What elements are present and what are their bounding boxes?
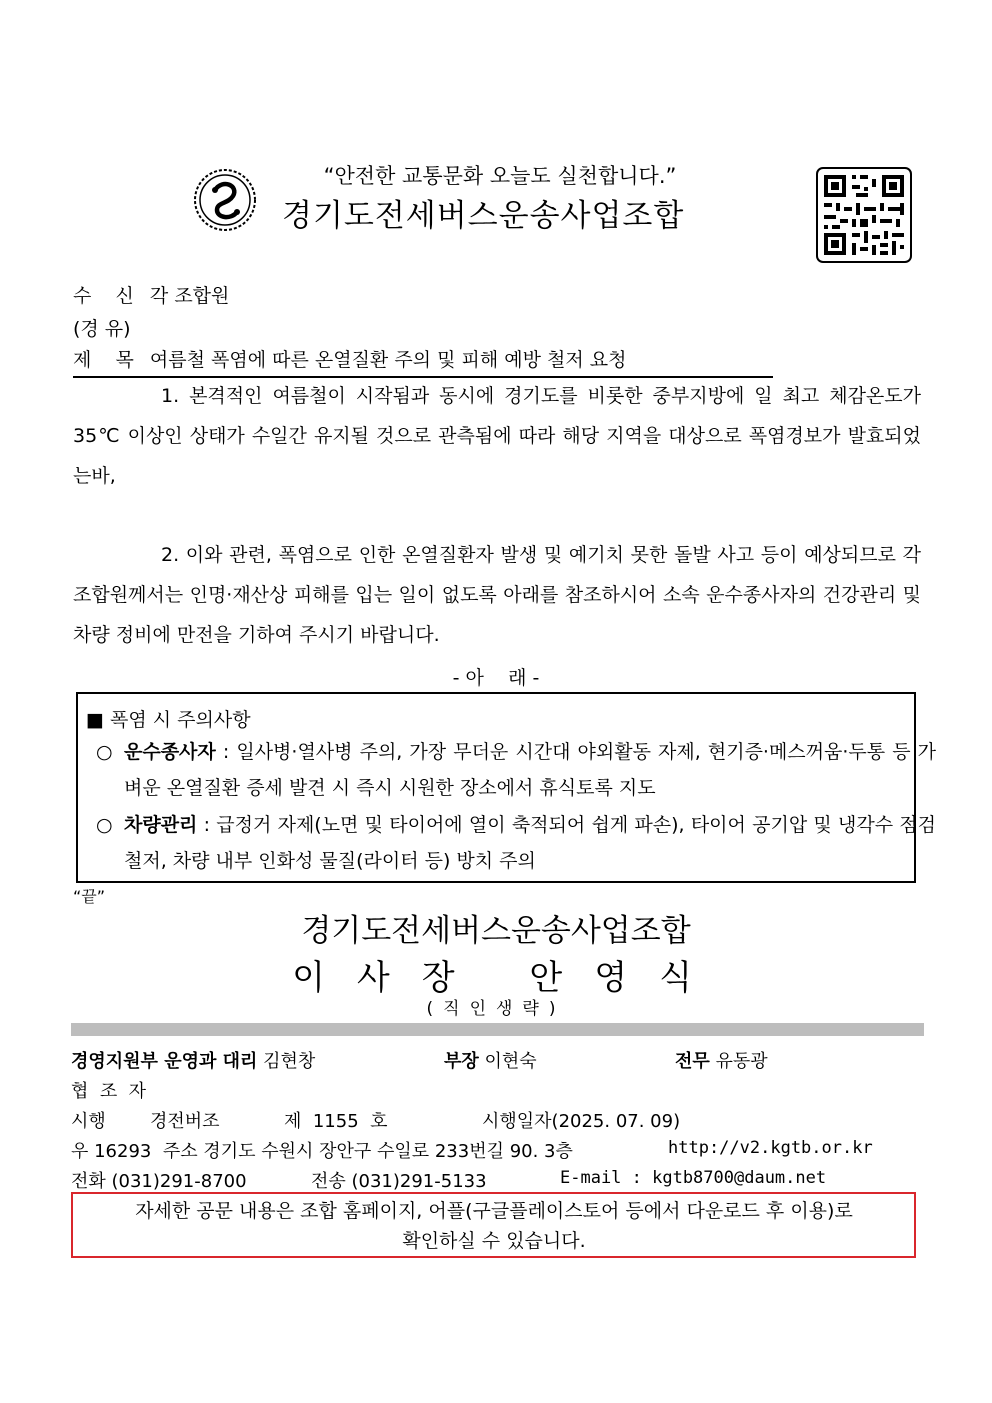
notice-item-label: 운수종사자 bbox=[124, 741, 216, 763]
doc-number: 제 1155 호 bbox=[284, 1111, 388, 1132]
drafter-role: 경영지원부 운영과 대리 bbox=[71, 1051, 258, 1072]
qr-code-icon[interactable] bbox=[816, 167, 912, 263]
fax: 전송 (031)291-5133 bbox=[311, 1171, 487, 1192]
homepage-notice-line-2: 확인하실 수 있습니다. bbox=[402, 1230, 586, 1252]
body-paragraph-1: 1. 본격적인 여름철이 시작됨과 동시에 경기도를 비롯한 중부지방에 일 최고 체감온도가 35℃ 이상인 상태가 수일간 유지될 것으로 관측됨에 따라 해당 지역을 대상으로 폭염경보가 발효되었는바, bbox=[73, 385, 921, 487]
manager-role: 부장 bbox=[444, 1051, 479, 1072]
manager-cell bbox=[444, 1047, 537, 1073]
email-link[interactable]: E-mail : kgtb8700@daum.net bbox=[560, 1168, 827, 1188]
divider bbox=[71, 1023, 924, 1036]
enforce-label: 시행 bbox=[71, 1111, 106, 1132]
signature-org-name: 경기도전세버스운송사업조합 bbox=[301, 913, 691, 949]
circle-bullet-icon: ○ bbox=[96, 741, 113, 763]
subject-row bbox=[73, 345, 773, 378]
notice-item bbox=[96, 807, 936, 879]
recipient-label: 수 신 bbox=[73, 285, 134, 307]
notice-item-label: 차량관리 bbox=[124, 814, 198, 836]
homepage-notice-line-1: 자세한 공문 내용은 조합 홈페이지, 어플(구글플레이스토어 등에서 다운로드 후 이용)로 bbox=[135, 1200, 853, 1222]
end-mark: “끝” bbox=[73, 887, 106, 906]
manager-name: 이현숙 bbox=[484, 1051, 537, 1072]
phone: 전화 (031)291-8700 bbox=[71, 1171, 247, 1192]
recipient-value: 각 조합원 bbox=[149, 285, 230, 307]
slogan: “안전한 교통문화 오늘도 실천합니다.” bbox=[323, 164, 677, 188]
notice-title: ■ 폭염 시 주의사항 bbox=[86, 709, 251, 731]
cooperator-label: 협 조 자 bbox=[71, 1081, 147, 1102]
below-marker: - 아 래 - bbox=[452, 667, 540, 689]
director-name: 유동광 bbox=[715, 1051, 768, 1072]
approval-row bbox=[71, 1047, 315, 1073]
director-role: 전무 bbox=[675, 1051, 710, 1072]
director-cell bbox=[675, 1047, 768, 1073]
union-logo-icon bbox=[193, 168, 257, 232]
recipient-row bbox=[73, 281, 229, 308]
homepage-link[interactable]: http://v2.kgtb.or.kr bbox=[668, 1138, 873, 1158]
enforce-date: 시행일자(2025. 07. 09) bbox=[482, 1111, 681, 1132]
via-row: (경 유) bbox=[73, 318, 131, 340]
seal-omitted-note: (직인생략) bbox=[426, 999, 566, 1019]
org-name-header: 경기도전세버스운송사업조합 bbox=[282, 198, 685, 234]
circle-bullet-icon: ○ bbox=[96, 814, 113, 836]
notice-item-text: : 일사병·열사병 주의, 가장 무더운 시간대 야외활동 자제, 현기증·메스꺼움·두통 등 가벼운 온열질환 증세 발견 시 즉시 시원한 장소에서 휴식토록 지도 bbox=[124, 741, 936, 799]
homepage-notice-text bbox=[80, 1196, 908, 1256]
subject-label: 제 목 bbox=[73, 349, 134, 371]
subject-value: 여름철 폭염에 따른 온열질환 주의 및 피해 예방 철저 요청 bbox=[149, 349, 627, 371]
signature-chief: 이사장 안영식 bbox=[292, 958, 724, 998]
doc-number-prefix: 경전버조 bbox=[150, 1111, 220, 1132]
notice-item bbox=[96, 734, 936, 806]
drafter-name: 김현창 bbox=[263, 1051, 316, 1072]
body-paragraph-2: 2. 이와 관련, 폭염으로 인한 온열질환자 발생 및 예기치 못한 돌발 사고 등이 예상되므로 각 조합원께서는 인명·재산상 피해를 입는 일이 없도록 아래를 참조하시어 소속 운수종사자의 건강관리 및 차량 정비에 만전을 기하여 주시기 바랍니다. bbox=[73, 544, 921, 646]
address: 우 16293 주소 경기도 수원시 장안구 수일로 233번길 90. 3층 bbox=[71, 1141, 573, 1162]
notice-item-text: : 급정거 자제(노면 및 타이어에 열이 축적되어 쉽게 파손), 타이어 공기압 및 냉각수 점검 철저, 차량 내부 인화성 물질(라이터 등) 방치 주의 bbox=[124, 814, 936, 872]
